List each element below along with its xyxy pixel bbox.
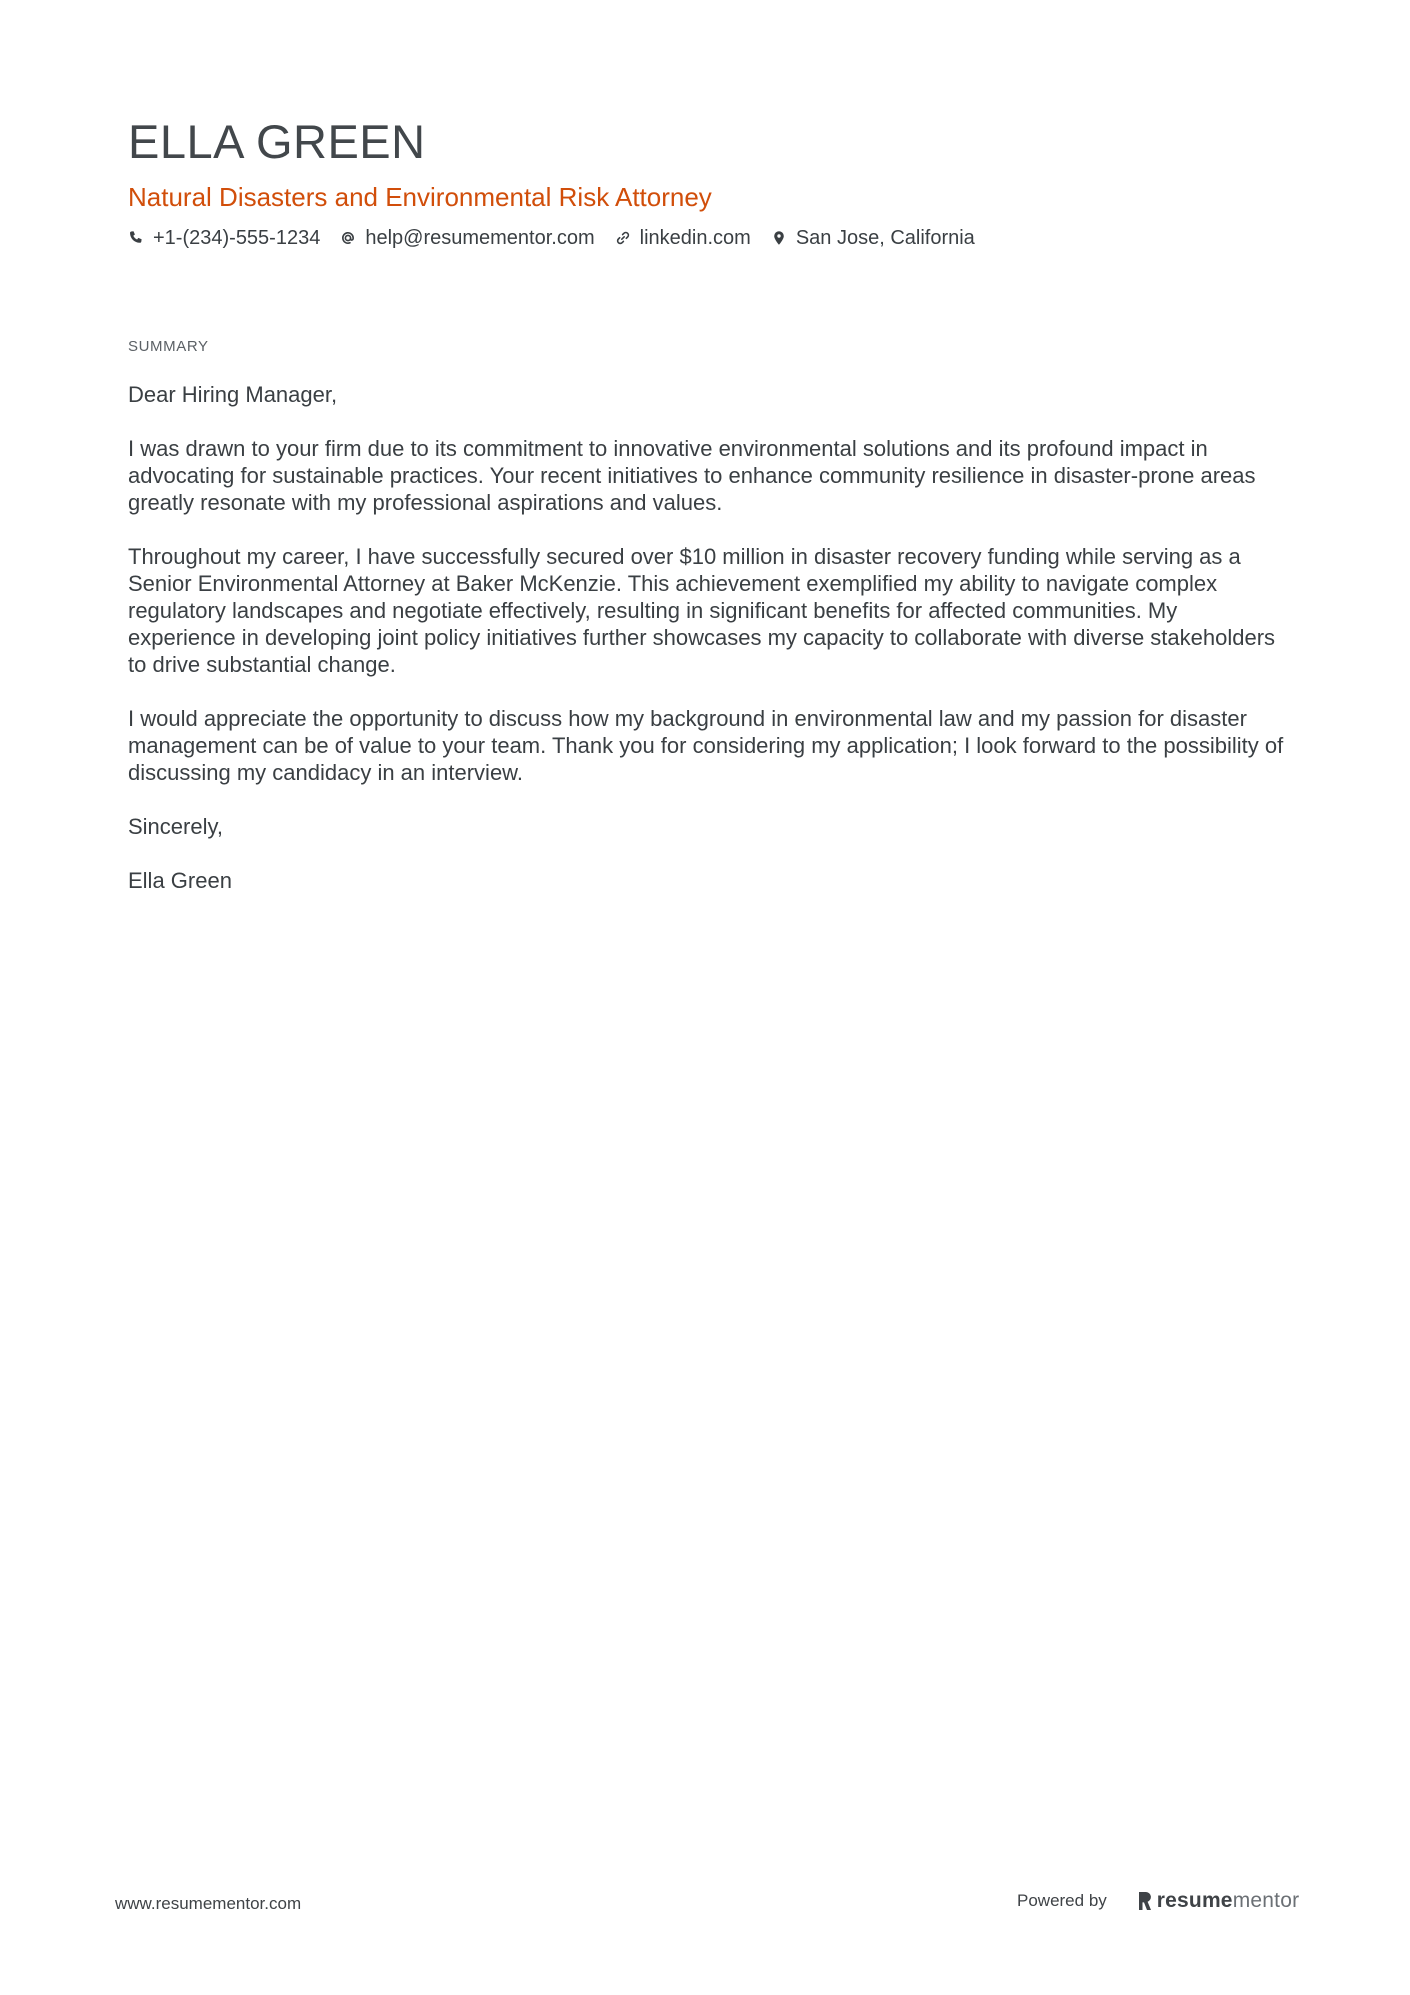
footer-branding [1017, 1889, 1299, 1913]
job-title: Natural Disasters and Environmental Risk Attorney [128, 182, 712, 212]
header [128, 112, 1288, 252]
contact-linkedin-text[interactable]: linkedin.com [639, 227, 751, 249]
salutation: Dear Hiring Manager, [128, 382, 338, 407]
phone-icon [128, 230, 144, 246]
contact-location-text: San Jose, California [795, 227, 975, 249]
paragraph-intro: I was drawn to your firm due to its commitment to innovative environmental solutions and its profound impact in advocating for sustainable practices. Your recent initiatives to enhance community resilience in disaster-prone areas greatly resonate with my professional aspirations and values. [128, 436, 1256, 515]
contact-phone-text: +1-(234)-555-1234 [153, 227, 321, 249]
contact-email[interactable] [340, 224, 594, 252]
paragraph-closing: I would appreciate the opportunity to discuss how my background in environmental law and my passion for disaster management can be of value to your team. Thank you for considering my application; I look forward to the possibility of discussing my candidacy in an interview. [128, 706, 1284, 785]
resumementor-logo-icon [1137, 1890, 1153, 1912]
contact-email-text[interactable]: help@resumementor.com [365, 227, 595, 249]
contact-linkedin[interactable] [615, 224, 751, 252]
closing: Sincerely, [128, 814, 223, 839]
brand-name-light: mentor [1232, 1889, 1300, 1912]
at-icon [340, 230, 356, 246]
footer-website[interactable]: www.resumementor.com [115, 1894, 302, 1913]
brand-name-bold: resume [1156, 1889, 1233, 1912]
powered-by-label: Powered by [1017, 1891, 1107, 1910]
location-pin-icon [771, 230, 787, 246]
resumementor-logo[interactable] [1137, 1889, 1299, 1913]
section-heading-summary: SUMMARY [128, 338, 209, 355]
signature: Ella Green [128, 868, 232, 893]
paragraph-experience: Throughout my career, I have successfully secured over $10 million in disaster recovery funding while serving as a Senior Environmental Attorney at Baker McKenzie. This achievement exemplified my ability to navigate complex regulatory landscapes and negotiate effectively, resulting in significant benefits for affected communities. My experience in developing joint policy initiatives further showcases my capacity to collaborate with diverse stakeholders to drive substantial change. [128, 544, 1276, 677]
candidate-name: ELLA GREEN [128, 115, 426, 168]
contact-location [771, 224, 975, 252]
letter-body [128, 381, 1288, 921]
contact-bar [128, 224, 1288, 252]
link-icon [615, 230, 631, 246]
contact-phone [128, 224, 320, 252]
